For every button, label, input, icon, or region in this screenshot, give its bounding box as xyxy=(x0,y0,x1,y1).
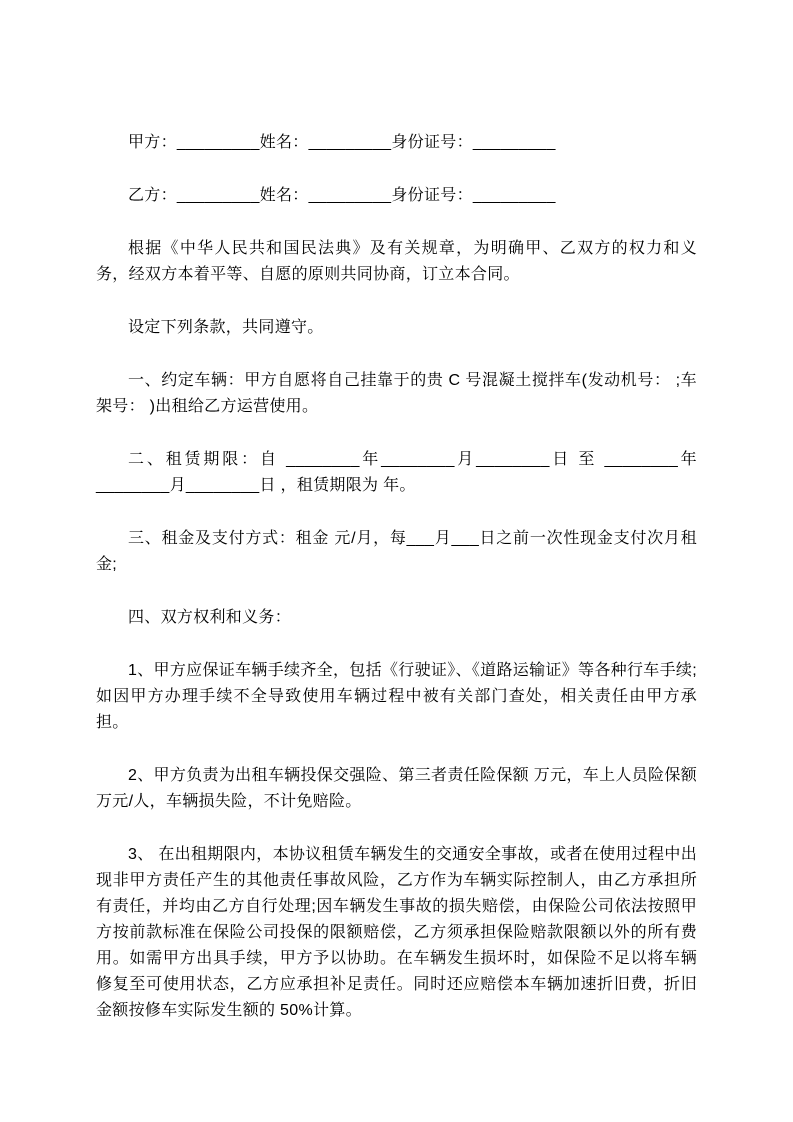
clause-4-item-1: 1、甲方应保证车辆手续齐全，包括《行驶证》、《道路运输证》等各种行车手续;如因甲方办理手续不全导致使用车辆过程中被有关部门查处，相关责任由甲方承担。 xyxy=(96,662,697,731)
preamble: 根据《中华人民共和国民法典》及有关规章，为明确甲、乙双方的权力和义务，经双方本着平等、自愿的原则共同协商，订立本合同。 xyxy=(96,240,697,283)
clause-4-item-2: 2、甲方负责为出租车辆投保交强险、第三者责任险保额 万元，车上人员险保额万元/人，车辆损失险，不计免赔险。 xyxy=(96,767,697,810)
party-b-line: 乙方：_________姓名：_________身份证号：_________ xyxy=(128,187,556,204)
clause-1-vehicle: 一、约定车辆：甲方自愿将自己挂靠于的贵 C 号混凝土搅拌车(发动机号： ;车架号： )出租给乙方运营使用。 xyxy=(96,372,697,415)
clause-2-lease-term: 二、租赁期限：自 ________年________月________日 至 ________年________月________日 ，租赁期限为 年。 xyxy=(96,451,697,494)
terms-intro: 设定下列条款，共同遵守。 xyxy=(128,319,324,336)
clause-4-rights-obligations: 四、双方权利和义务： xyxy=(128,609,292,626)
clause-3-rent-payment: 三、租金及支付方式：租金 元/月，每___月___日之前一次性现金支付次月租金; xyxy=(96,530,697,573)
clause-4-item-3: 3、 在出租期限内，本协议租赁车辆发生的交通安全事故，或者在使用过程中出现非甲方责任产生的其他责任事故风险，乙方作为车辆实际控制人，由乙方承担所有责任，并均由乙方自行处理;因车辆发生事故的损失赔偿，由保险公司依法按照甲方按前款标准在保险公司投保的限额赔偿，乙方须承担保险赔款限额以外的所有费用。如需甲方出具手续，甲方予以协助。在车辆发生损坏时，如保险不足以将车辆修复至可使用状态，乙方应承担补足责任。同时还应赔偿本车辆加速折旧费，折旧金额按修车实际发生额的 50%计算。 xyxy=(96,846,697,1019)
party-a-line: 甲方：_________姓名：_________身份证号：_________ xyxy=(128,134,556,151)
